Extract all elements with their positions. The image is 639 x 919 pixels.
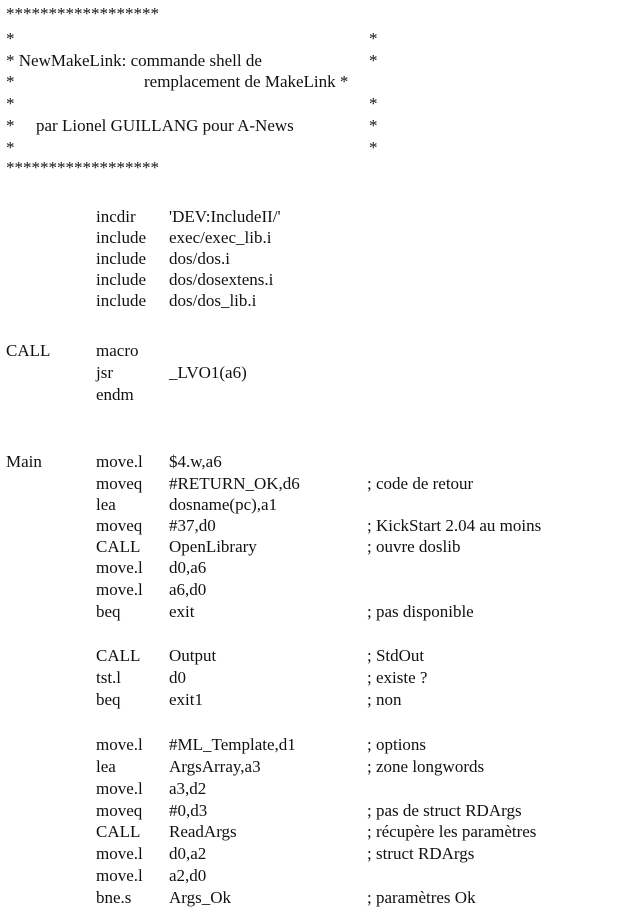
code-comment: ; KickStart 2.04 au moins — [367, 516, 542, 535]
code-arg: #ML_Template,d1 — [169, 735, 296, 754]
header-star-right-2: * — [369, 51, 378, 70]
code-op: CALL — [96, 537, 141, 556]
include-arg: exec/exec_lib.i — [169, 228, 272, 247]
header-star-left-3: * — [6, 72, 15, 91]
code-arg: #37,d0 — [169, 516, 216, 535]
include-op: include — [96, 228, 147, 247]
code-op: lea — [96, 757, 116, 776]
include-op: include — [96, 291, 147, 310]
code-op: move.l — [96, 779, 143, 798]
code-arg: exit1 — [169, 690, 203, 709]
code-arg: Args_Ok — [169, 888, 232, 907]
code-op: beq — [96, 690, 121, 709]
code-op: beq — [96, 602, 121, 621]
code-op: move.l — [96, 866, 143, 885]
include-arg: 'DEV:IncludeII/' — [169, 207, 281, 226]
include-op: include — [96, 249, 147, 268]
code-arg: a3,d2 — [169, 779, 207, 798]
code-comment: ; existe ? — [367, 668, 428, 687]
include-op: incdir — [96, 207, 136, 226]
code-arg: dosname(pc),a1 — [169, 495, 278, 514]
header-title-line-1: * NewMakeLink: commande shell de — [6, 51, 262, 70]
code-arg: d0,a2 — [169, 844, 207, 863]
code-comment: ; pas de struct RDArgs — [367, 801, 522, 820]
code-comment: ; StdOut — [367, 646, 425, 665]
code-arg: a6,d0 — [169, 580, 207, 599]
code-comment: ; non — [367, 690, 402, 709]
code-op: CALL — [96, 646, 141, 665]
code-comment: ; code de retour — [367, 474, 474, 493]
include-arg: dos/dos.i — [169, 249, 230, 268]
code-comment: ; paramètres Ok — [367, 888, 476, 907]
code-op: move.l — [96, 580, 143, 599]
include-op: include — [96, 270, 147, 289]
header-star-right-4: * — [369, 94, 378, 113]
code-arg: ArgsArray,a3 — [169, 757, 261, 776]
header-stars-top: ****************** — [6, 4, 159, 23]
code-arg: Output — [169, 646, 217, 665]
code-comment: ; récupère les paramètres — [367, 822, 537, 841]
code-comment: ; zone longwords — [367, 757, 485, 776]
macro-arg: _LVO1(a6) — [169, 363, 247, 382]
code-arg: $4.w,a6 — [169, 452, 222, 471]
code-op: tst.l — [96, 668, 122, 687]
macro-op: macro — [96, 341, 139, 360]
code-op: move.l — [96, 452, 143, 471]
code-op: moveq — [96, 801, 143, 820]
code-op: move.l — [96, 844, 143, 863]
code-arg: OpenLibrary — [169, 537, 257, 556]
header-author: par Lionel GUILLANG pour A-News — [36, 116, 294, 135]
header-stars-bottom: ****************** — [6, 158, 159, 177]
code-arg: d0 — [169, 668, 186, 687]
header-star-right-1: * — [369, 29, 378, 48]
header-star-left-6: * — [6, 138, 15, 157]
code-arg: #0,d3 — [169, 801, 208, 820]
include-arg: dos/dosextens.i — [169, 270, 274, 289]
header-title-line-2: remplacement de MakeLink * — [144, 72, 349, 91]
code-arg: exit — [169, 602, 195, 621]
include-arg: dos/dos_lib.i — [169, 291, 257, 310]
code-arg: ReadArgs — [169, 822, 237, 841]
code-op: moveq — [96, 474, 143, 493]
code-arg: a2,d0 — [169, 866, 207, 885]
code-comment: ; struct RDArgs — [367, 844, 475, 863]
code-comment: ; pas disponible — [367, 602, 474, 621]
header-star-right-6: * — [369, 138, 378, 157]
code-op: move.l — [96, 558, 143, 577]
header-star-left-1: * — [6, 29, 15, 48]
main-label: Main — [6, 452, 42, 471]
code-comment: ; options — [367, 735, 427, 754]
header-star-left-5: * — [6, 116, 15, 135]
code-op: CALL — [96, 822, 141, 841]
code-op: lea — [96, 495, 116, 514]
code-arg: d0,a6 — [169, 558, 207, 577]
code-op: moveq — [96, 516, 143, 535]
code-op: bne.s — [96, 888, 132, 907]
header-star-right-5: * — [369, 116, 378, 135]
code-arg: #RETURN_OK,d6 — [169, 474, 300, 493]
macro-op: jsr — [96, 363, 113, 382]
code-comment: ; ouvre doslib — [367, 537, 461, 556]
header-star-left-4: * — [6, 94, 15, 113]
macro-op: endm — [96, 385, 134, 404]
macro-label: CALL — [6, 341, 51, 360]
code-op: move.l — [96, 735, 143, 754]
